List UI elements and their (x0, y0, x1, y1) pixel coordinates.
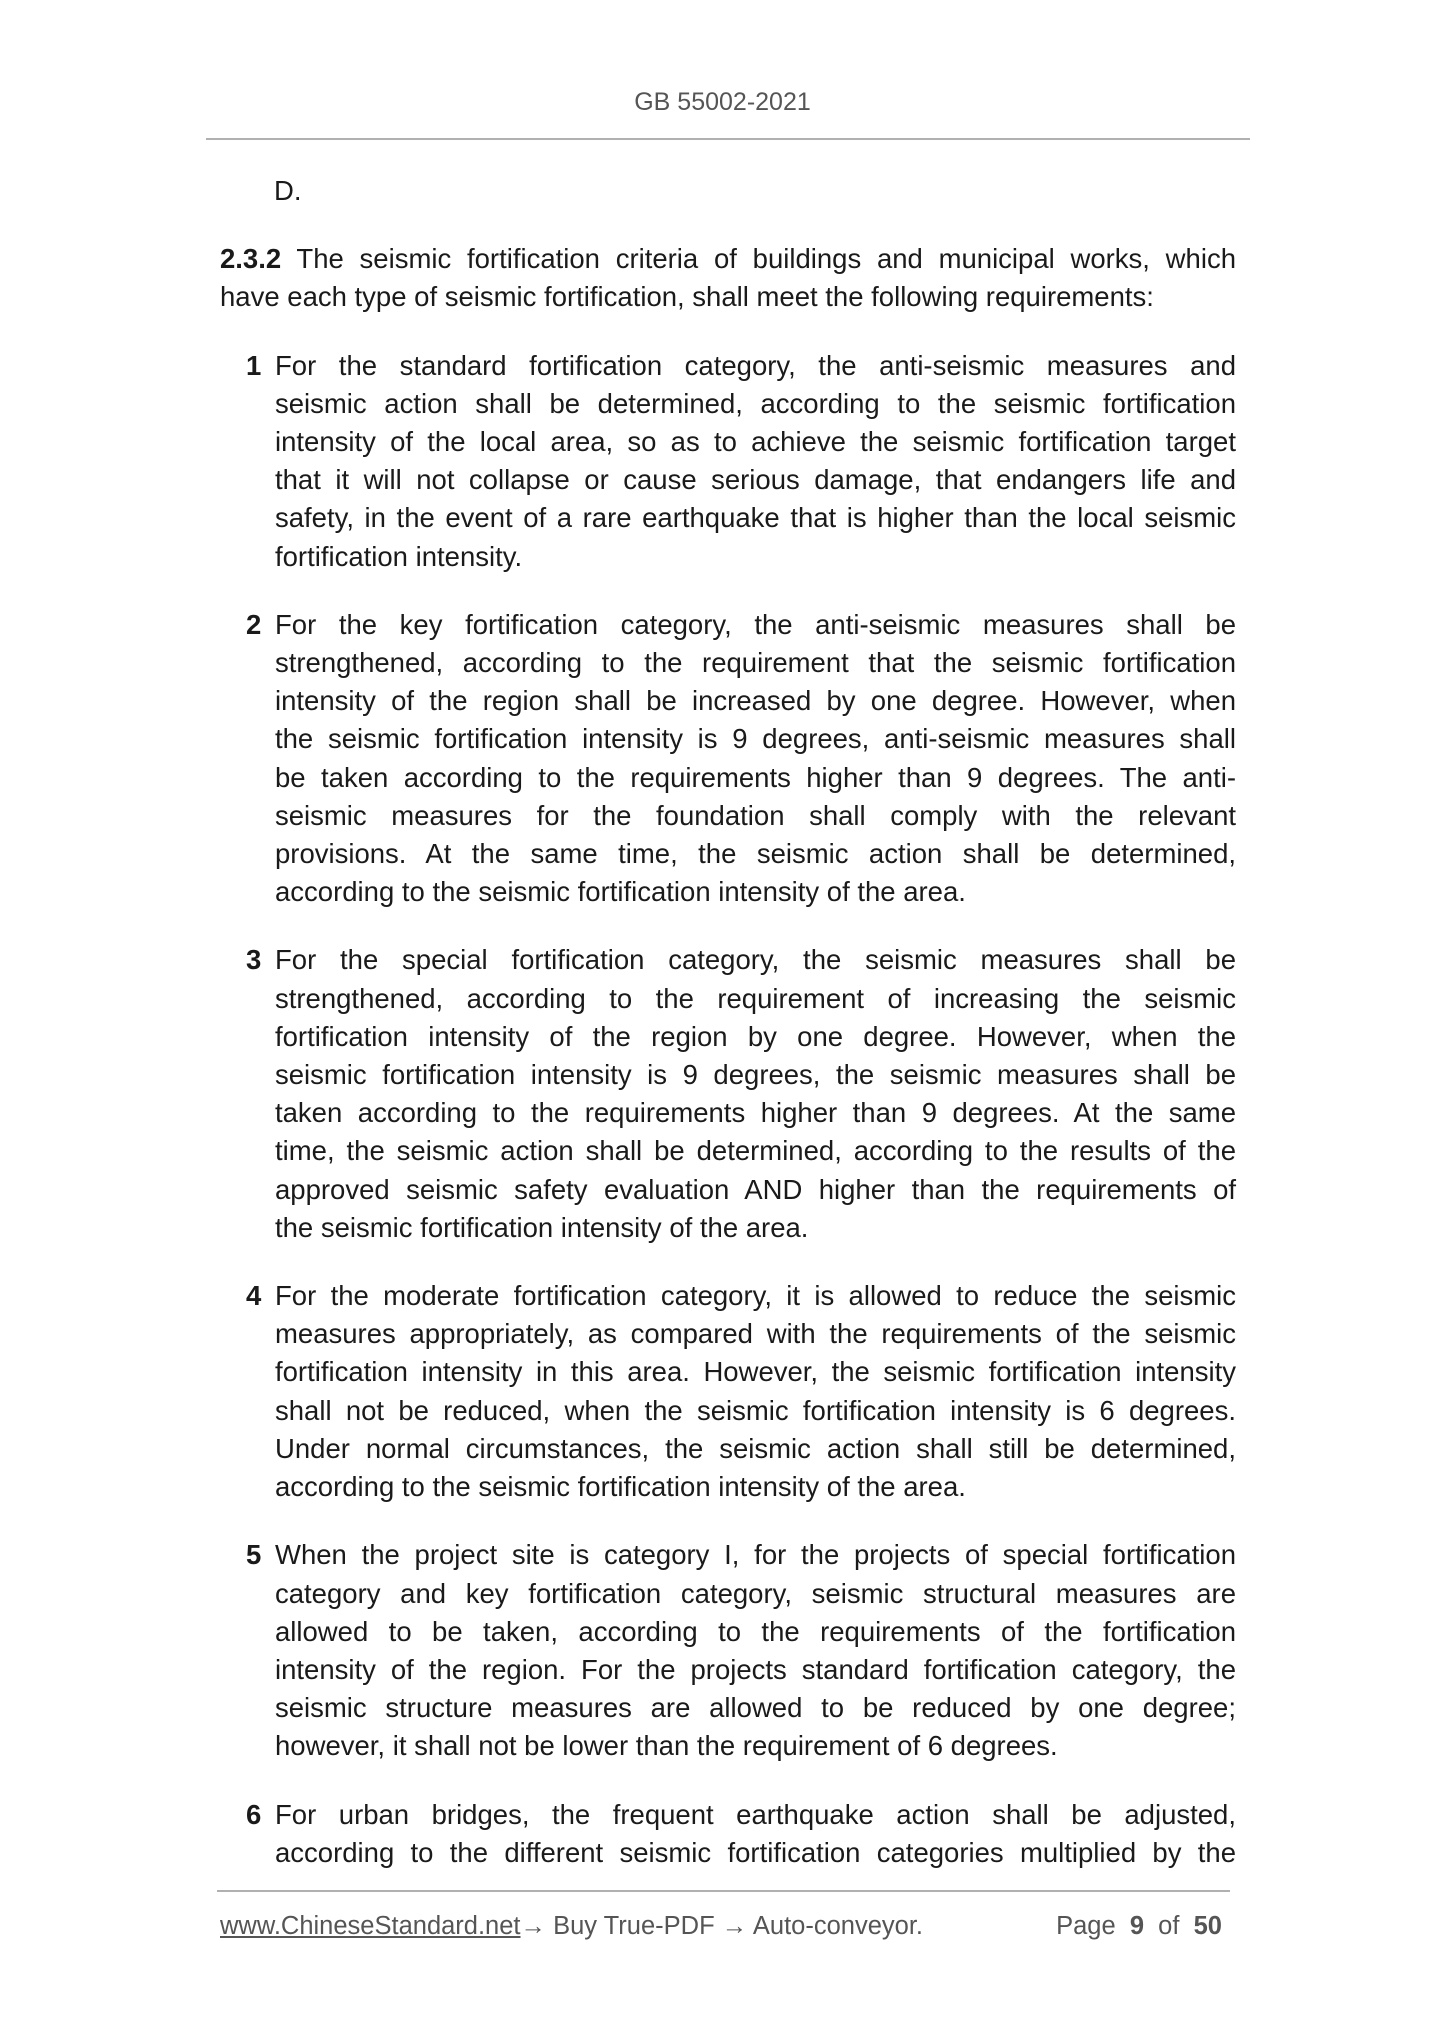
text-line: the seismic fortification intensity of the area. (275, 1211, 809, 1243)
text-line: For the special fortification category, the seismic measures shall be (275, 944, 1236, 976)
text-line: strengthened, according to the requirement that the seismic fortification (275, 647, 1236, 679)
text-line: For the key fortification category, the anti-seismic measures shall be (275, 608, 1236, 640)
text-line: seismic fortification intensity is 9 degrees, the seismic measures shall be (275, 1059, 1236, 1091)
text-line: strengthened, according to the requirement of increasing the seismic (275, 982, 1236, 1014)
text-line: approved seismic safety evaluation AND higher than the requirements of (275, 1173, 1236, 1205)
footer-promo (220, 1912, 923, 1941)
text-line: provisions. At the same time, the seismic action shall be determined, (275, 838, 1236, 870)
item-number: 6 (246, 1798, 262, 1830)
footer-divider (217, 1890, 1230, 1892)
text-line: fortification intensity of the region by one degree. However, when the (275, 1020, 1236, 1052)
text-line: have each type of seismic fortification, shall meet the following requirements: (220, 281, 1154, 313)
list-item (220, 347, 1236, 576)
current-page: 9 (1129, 1912, 1144, 1940)
of-label: of (1158, 1912, 1180, 1940)
text-line: measures appropriately, as compared with the requirements of the seismic (275, 1318, 1236, 1350)
text-line: intensity of the region. For the projects standard fortification category, the (275, 1653, 1236, 1685)
auto-conveyor-text: Auto-conveyor. (747, 1912, 924, 1940)
item-number: 3 (246, 944, 262, 976)
text-line: according to the seismic fortification intensity of the area. (275, 876, 966, 908)
text-line: fortification intensity. (275, 540, 523, 572)
text-line: that it will not collapse or cause serious damage, that endangers life and (275, 464, 1236, 496)
text-line: seismic measures for the foundation shall comply with the relevant (275, 799, 1236, 831)
text-line: For urban bridges, the frequent earthquake action shall be adjusted, (275, 1798, 1236, 1830)
text-line: fortification intensity in this area. However, the seismic fortification intensity (275, 1356, 1236, 1388)
text-line (220, 240, 1236, 278)
text-line: For the moderate fortification category, it is allowed to reduce the seismic (275, 1280, 1236, 1312)
page-label: Page (1056, 1912, 1116, 1940)
page-indicator (1056, 1912, 1230, 1941)
text-line: seismic structure measures are allowed to be reduced by one degree; (275, 1692, 1236, 1724)
buy-text: Buy True-PDF (546, 1912, 722, 1940)
website-link[interactable]: www.ChineseStandard.net (220, 1912, 521, 1940)
text-line: taken according to the requirements higher than 9 degrees. At the same (275, 1097, 1236, 1129)
list-item (220, 1796, 1236, 1872)
document-header: GB 55002-2021 (634, 88, 811, 116)
text-line: safety, in the event of a rare earthquake that is higher than the local seismic (275, 502, 1236, 534)
text-line: be taken according to the requirements higher than 9 degrees. The anti- (275, 761, 1236, 793)
item-number: 1 (246, 349, 262, 381)
text-line: according to the seismic fortification intensity of the area. (275, 1471, 966, 1503)
clause-2-3-2 (220, 240, 1236, 316)
document-body (220, 172, 1236, 1902)
text-line: time, the seismic action shall be determined, according to the results of the (275, 1135, 1236, 1167)
text-line: shall not be reduced, when the seismic fortification intensity is 6 degrees. (275, 1394, 1236, 1426)
header-divider (206, 138, 1250, 140)
text-line: the seismic fortification intensity is 9 degrees, anti-seismic measures shall (275, 723, 1236, 755)
text-line: intensity of the local area, so as to achieve the seismic fortification target (275, 426, 1236, 458)
clause-text: The seismic fortification criteria of buildings and municipal works, which (281, 243, 1236, 275)
text-line: according to the different seismic fortification categories multiplied by the (275, 1836, 1236, 1868)
item-number: 4 (246, 1280, 262, 1312)
clause-number: 2.3.2 (220, 243, 282, 275)
item-number: 2 (246, 608, 262, 640)
text-line: category and key fortification category, seismic structural measures are (275, 1577, 1236, 1609)
total-pages: 50 (1193, 1912, 1222, 1940)
text-line: intensity of the region shall be increased by one degree. However, when (275, 685, 1236, 717)
list-item (220, 1536, 1236, 1765)
text-line: allowed to be taken, according to the requirements of the fortification (275, 1615, 1236, 1647)
text-line: When the project site is category I, for the projects of special fortification (275, 1539, 1236, 1571)
continued-fragment: D. (274, 175, 302, 206)
list-item (220, 606, 1236, 912)
text-line: however, it shall not be lower than the requirement of 6 degrees. (275, 1730, 1058, 1762)
list-item (220, 941, 1236, 1247)
item-number: 5 (246, 1539, 262, 1571)
page-footer (220, 1912, 1230, 1941)
text-line: seismic action shall be determined, according to the seismic fortification (275, 387, 1236, 419)
arrow-icon: → (520, 1912, 547, 1940)
text-line: For the standard fortification category, the anti-seismic measures and (275, 349, 1236, 381)
arrow-icon: → (721, 1912, 748, 1940)
requirements-list (220, 347, 1236, 1872)
text-line: Under normal circumstances, the seismic action shall still be determined, (275, 1432, 1236, 1464)
list-item (220, 1277, 1236, 1506)
